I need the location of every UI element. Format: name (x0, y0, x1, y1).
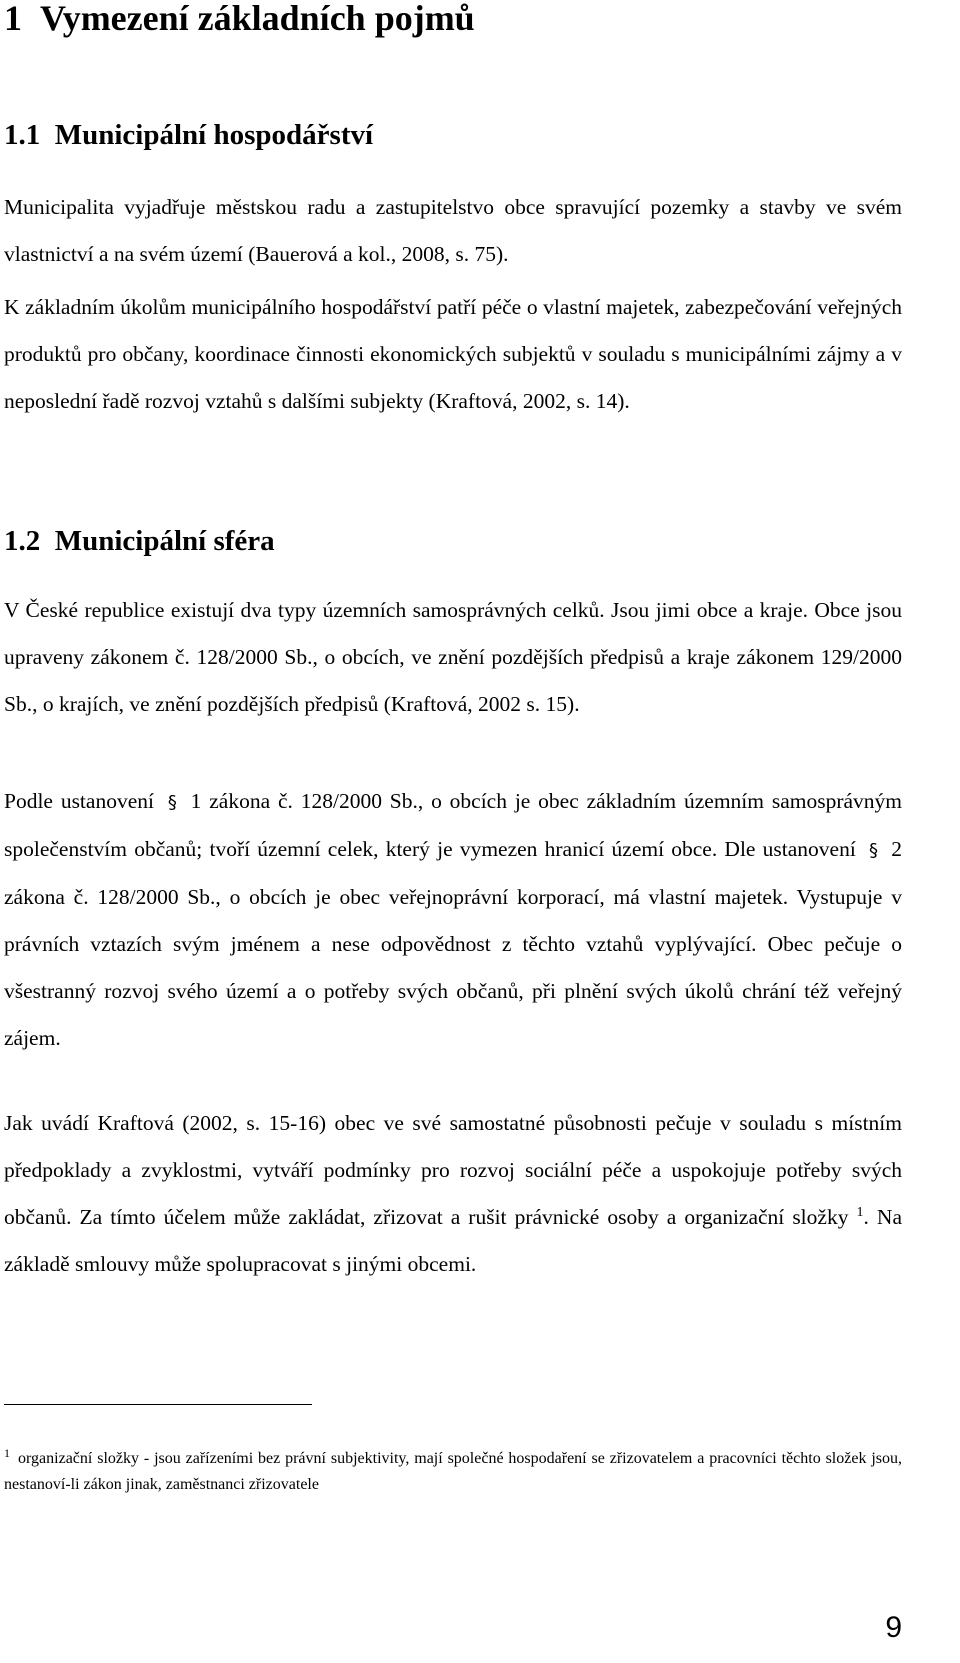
paragraph-samostatna-pusobnost (4, 1100, 902, 1288)
section-title: Municipální hospodářství (54, 119, 374, 151)
section-number: 1.1 (4, 119, 41, 151)
paragraph-ukoly: K základním úkolům municipálního hospodářství patří péče o vlastní majetek, zabezpečování veřejných produktů pro občany, koordinace činnosti ekonomických subjektů v souladu s municipálními zájmy a v neposlední řadě rozvoj vztahů s dalšími subjekty (Kraftová, 2002, s. 14). (4, 295, 902, 413)
text-segment: 2 zákona č. 128/2000 Sb., o obcích je obec veřejnoprávní korporací, má vlastní majetek. Vystupuje v právních vztazích svým jménem a nese odpovědnost z těchto vztahů vyplývající. Obec pečuje o všestranný rozvoj svého území a o potřeby svých občanů, při plnění svých úkolů chrání též veřejný zájem. (4, 837, 903, 1050)
text-segment: . Na základě smlouvy může spolupracovat s jinými obcemi. (4, 1205, 902, 1276)
text-segment: Jak uvádí Kraftová (2002, s. 15-16) obec ve své samostatné působnosti pečuje v souladu s místním předpoklady a zvyklostmi, vytváří podmínky pro rozvoj sociální péče a uspokojuje potřeby svých občanů. Za tímto účelem může zakládat, zřizovat a rušit právnické osoby a organizační složky (4, 1111, 902, 1229)
section-heading-1-2 (4, 524, 275, 558)
footnote-text: organizační složky - jsou zařízeními bez právní subjektivity, mají společné hospodaření se zřizovatelem a pracovníci těchto složek jsou, nestanoví-li zákon jinak, zaměstnanci zřizovatele (4, 1450, 902, 1493)
section-number: 1.2 (4, 525, 41, 557)
section-heading-1-1 (4, 118, 373, 152)
section-title: Municipální sféra (54, 525, 275, 557)
footnote-number: 1 (4, 1446, 10, 1460)
footnote (4, 1440, 902, 1498)
chapter-title: Vymezení základních pojmů (40, 0, 475, 38)
paragraph-ustanoveni (4, 778, 902, 1062)
text-segment: 1 zákona č. 128/2000 Sb., o obcích je obec základním územním samosprávným společenstvím občanů; tvoří územní celek, který je vymezen hranicí území obce. Dle ustanovení (4, 789, 903, 861)
footnote-reference: 1 (856, 1204, 864, 1220)
paragraph-municipalita: Municipalita vyjadřuje městskou radu a zastupitelstvo obce spravující pozemky a stavby ve svém vlastnictví a na svém území (Bauerová a kol., 2008, s. 75). (4, 195, 902, 266)
chapter-heading (4, 0, 475, 38)
text-segment: Podle ustanovení (4, 789, 154, 813)
footnote-separator (4, 1404, 312, 1405)
section-sign: § (869, 840, 879, 861)
section-sign: § (167, 792, 177, 813)
page-number: 9 (885, 1611, 902, 1644)
chapter-number: 1 (4, 0, 22, 38)
paragraph-samospravne-celky: V České republice existují dva typy územních samosprávných celků. Jsou jimi obce a kraje. Obce jsou upraveny zákonem č. 128/2000 Sb., o obcích, ve znění pozdějších předpisů a kraje zákonem 129/2000 Sb., o krajích, ve znění pozdějších předpisů (Kraftová, 2002 s. 15). (4, 598, 902, 716)
